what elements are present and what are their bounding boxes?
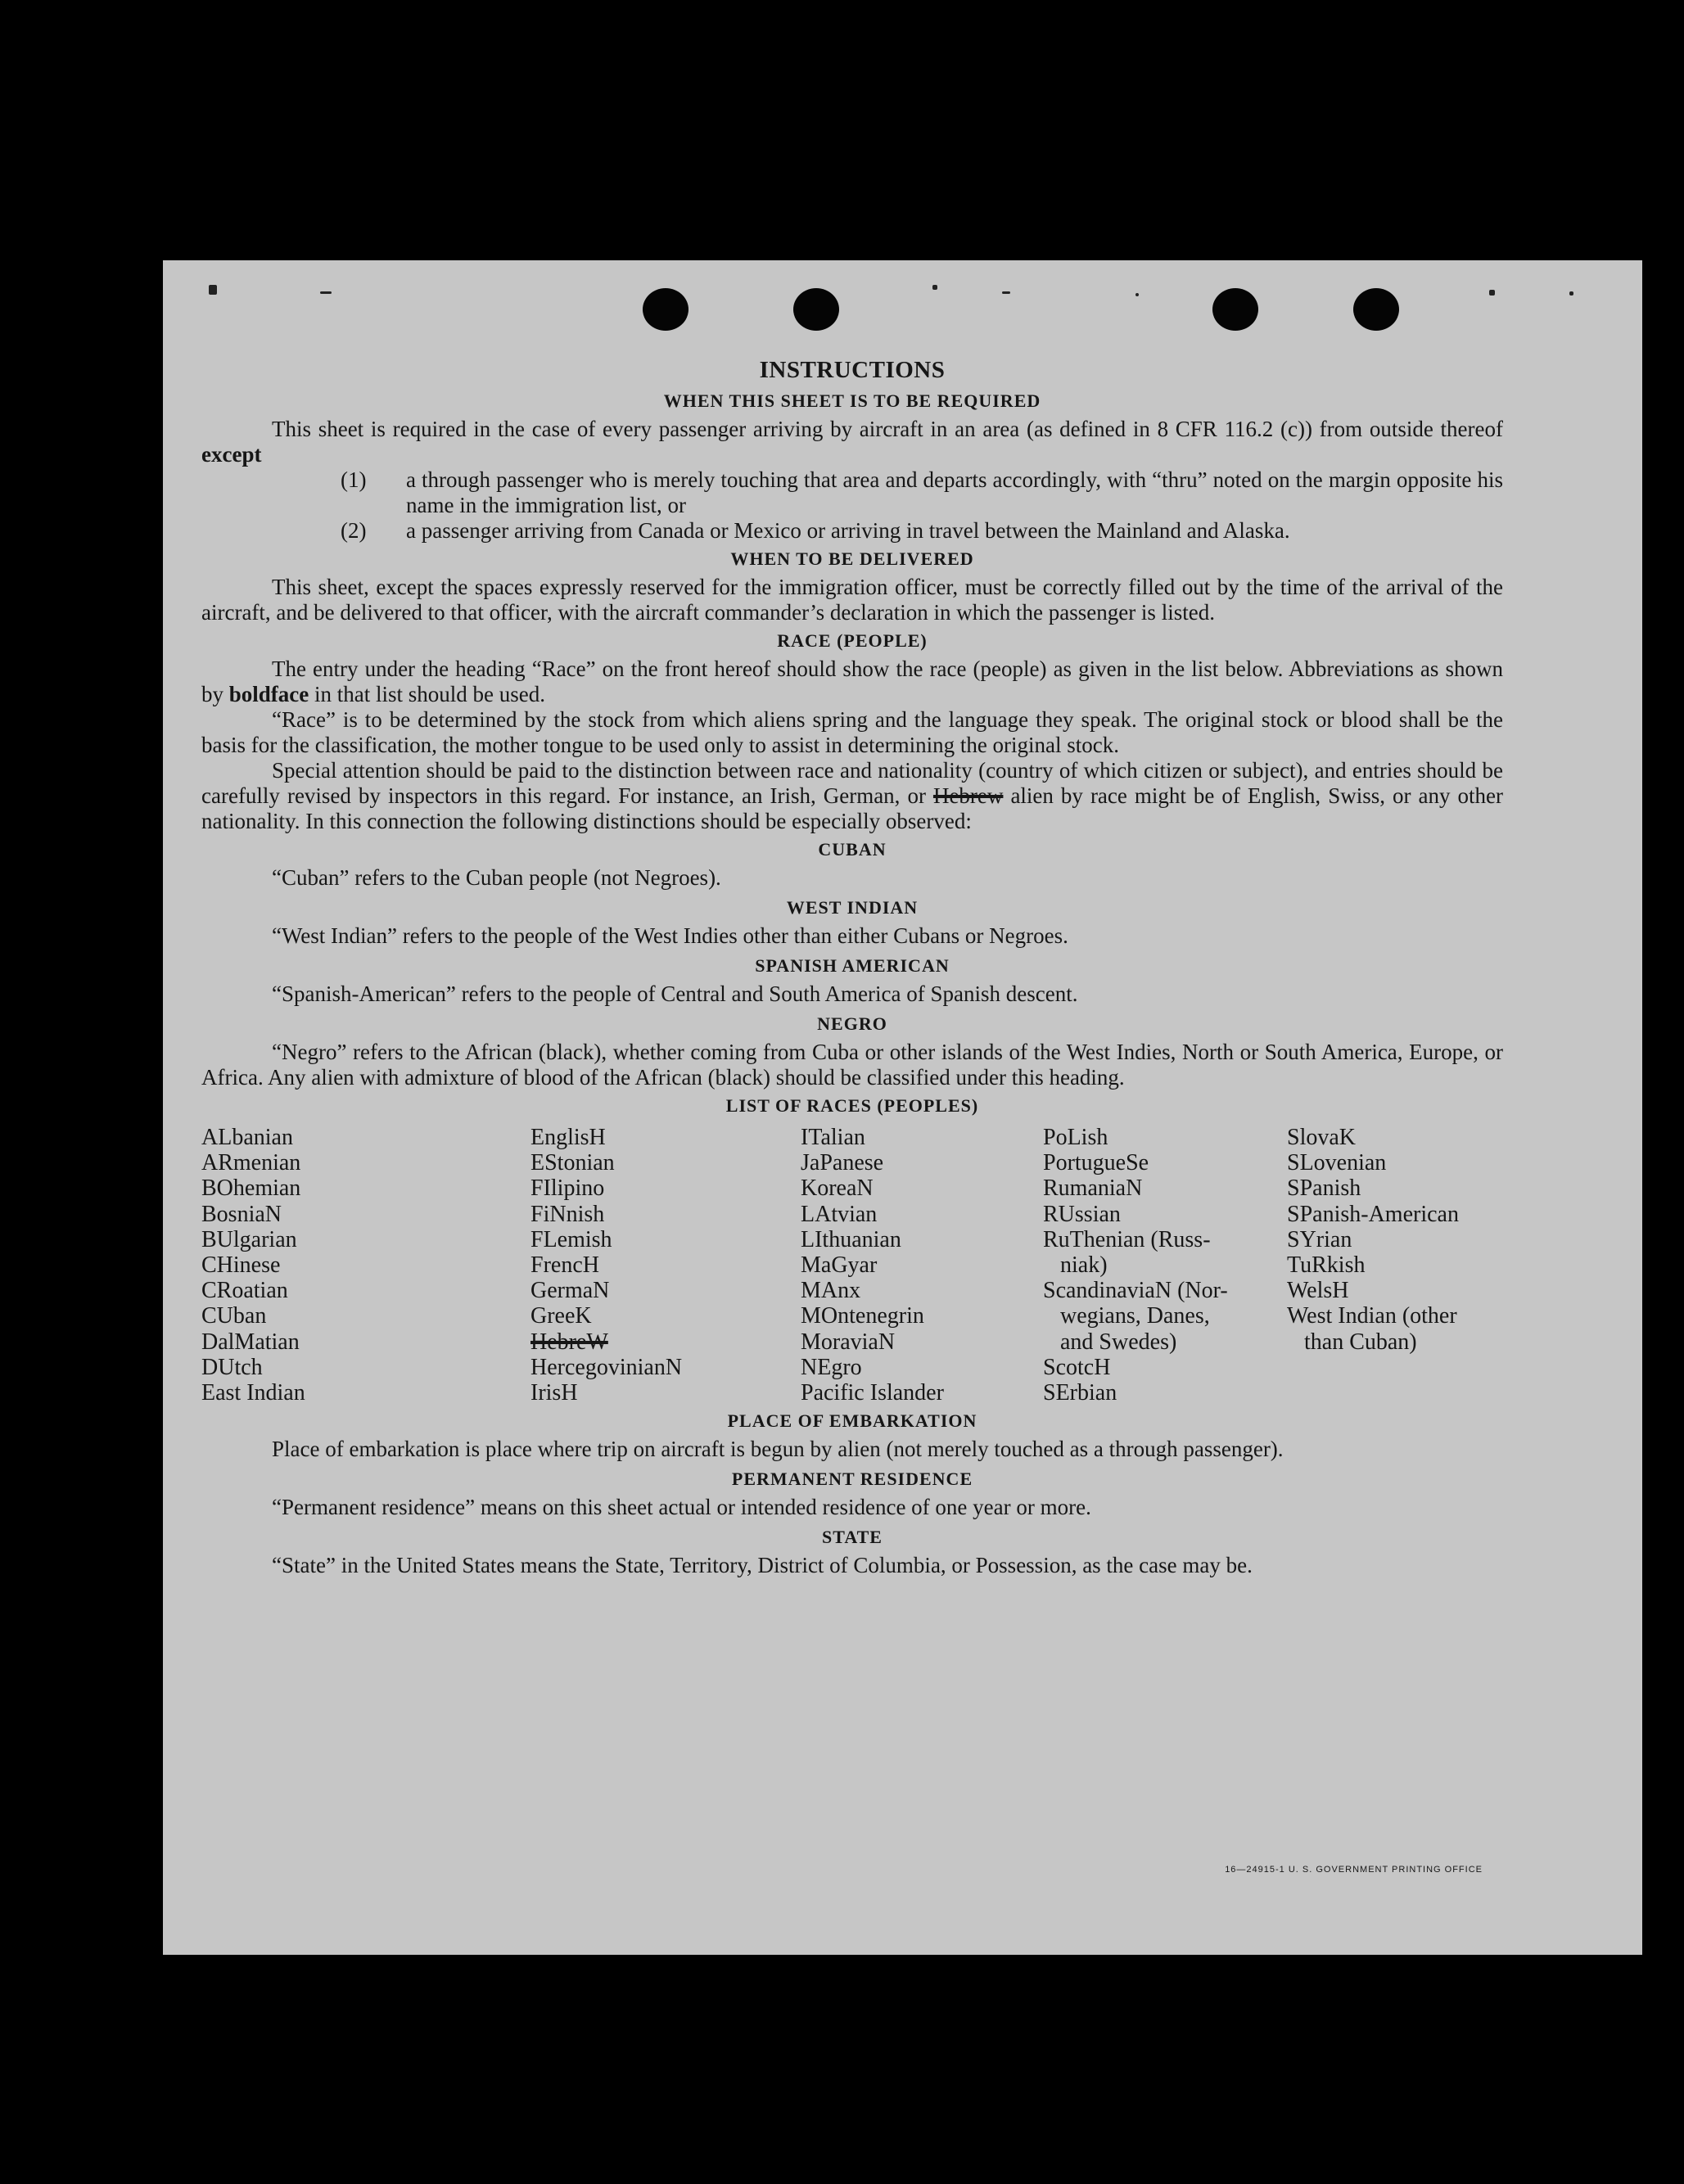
race-entry: RumaniaN xyxy=(1043,1175,1143,1202)
race-entry: SLovenian xyxy=(1287,1150,1387,1176)
race-entry: LIthuanian xyxy=(801,1226,901,1252)
margin-mark xyxy=(1135,293,1139,296)
heading-when-delivered: WHEN TO BE DELIVERED xyxy=(730,548,974,569)
race-entry: MaGyar xyxy=(801,1252,878,1279)
race-entry: FLemish xyxy=(530,1226,612,1252)
margin-mark xyxy=(209,285,217,295)
paragraph-race-2: “Race” is to be determined by the stock from which aliens spring and the language they speak. The original stock or blood shall be the basis for the classification, the mother tongue to be used only to assist in determining the original stock. xyxy=(201,707,1503,757)
race-entry: SlovaK xyxy=(1287,1125,1356,1150)
race-entry: BUlgarian xyxy=(201,1226,297,1252)
margin-mark xyxy=(932,285,937,290)
margin-mark xyxy=(1569,291,1573,296)
struck-text: Hebrew xyxy=(932,783,1004,808)
race-entry: CRoatian xyxy=(201,1278,288,1304)
race-entry: niak) xyxy=(1043,1252,1108,1279)
margin-mark xyxy=(320,291,332,294)
heading-west-indian: WEST INDIAN xyxy=(786,897,919,918)
paragraph-negro: “Negro” refers to the African (black), whether coming from Cuba or other islands of the West Indies, North or South America, Europe, or Africa. Any alien with admixture of blood of the African (black) should be classified under this heading. xyxy=(201,1040,1503,1090)
race-entry: SPanish-American xyxy=(1287,1201,1459,1227)
race-entry: Pacific Islander xyxy=(801,1380,944,1406)
race-entry: EStonian xyxy=(530,1150,615,1176)
text: in that list should be used. xyxy=(309,682,545,706)
race-entry: EnglisH xyxy=(530,1125,606,1150)
heading-embarkation: PLACE OF EMBARKATION xyxy=(727,1410,977,1432)
race-entry: HebreW xyxy=(530,1329,608,1355)
race-entry: LAtvian xyxy=(801,1201,878,1227)
race-entry: IrisH xyxy=(530,1380,578,1406)
sheet-content xyxy=(201,357,1503,1578)
race-entry: DalMatian xyxy=(201,1329,300,1355)
paragraph-when-required xyxy=(201,417,1503,467)
race-entry: CHinese xyxy=(201,1252,281,1279)
race-entry: ARmenian xyxy=(201,1150,301,1176)
text: Special attention should be paid to the distinction between race and nationality (country of which citizen or subject), and entries should be carefully revised by inspectors in this regard. For instance, an Irish, German, or xyxy=(201,758,1503,808)
margin-mark xyxy=(1002,291,1010,294)
race-entry: FIlipino xyxy=(530,1175,605,1202)
race-column xyxy=(530,1125,801,1406)
paragraph-permanent-residence: “Permanent residence” means on this sheet actual or intended residence of one year or more. xyxy=(272,1495,1091,1520)
paragraph-embarkation: Place of embarkation is place where trip on aircraft is begun by alien (not merely touched as a through passenger). xyxy=(272,1437,1284,1462)
race-entry: ALbanian xyxy=(201,1125,293,1150)
race-entry: West Indian (other xyxy=(1287,1303,1457,1329)
race-entry: KoreaN xyxy=(801,1175,874,1202)
race-entry: BOhemian xyxy=(201,1175,301,1202)
race-entry: than Cuban) xyxy=(1287,1329,1417,1355)
race-entry: ITalian xyxy=(801,1125,865,1150)
instruction-sheet xyxy=(163,260,1642,1955)
bold-text: boldface xyxy=(228,682,309,706)
race-entry: GreeK xyxy=(530,1303,592,1329)
race-entry: FiNnish xyxy=(530,1201,605,1227)
item-text: a passenger arriving from Canada or Mexico or arriving in travel between the Mainland and Alaska. xyxy=(406,518,1290,543)
heading-race: RACE (PEOPLE) xyxy=(777,630,928,651)
item-number: (2) xyxy=(341,518,367,543)
paragraph-race-3 xyxy=(201,758,1503,834)
text: The entry under the heading “Race” on the front hereof should show the race (people) as given in the list below. Abbreviations as shown by xyxy=(201,657,1503,706)
paragraph-west-indian: “West Indian” refers to the people of the West Indies other than either Cubans or Negroes. xyxy=(272,923,1068,948)
race-entry: JaPanese xyxy=(801,1150,884,1176)
heading-state: STATE xyxy=(822,1527,883,1548)
race-entry: FrencH xyxy=(530,1252,599,1279)
race-column xyxy=(1287,1125,1501,1406)
race-entry: ScandinaviaN (Nor- xyxy=(1043,1278,1228,1304)
race-entry: TuRkish xyxy=(1287,1252,1366,1279)
heading-list-of-races: LIST OF RACES (PEOPLES) xyxy=(725,1095,979,1116)
race-entry: NEgro xyxy=(801,1354,862,1380)
race-column xyxy=(801,1125,1043,1406)
race-entry: MAnx xyxy=(801,1278,861,1304)
race-entry: BosniaN xyxy=(201,1201,282,1227)
race-entry: SPanish xyxy=(1287,1175,1361,1202)
item-text: a through passenger who is merely touching that area and departs accordingly, with “thru” noted on the margin opposite his name in the immigration list, or xyxy=(406,467,1503,517)
punch-hole-3 xyxy=(1212,288,1258,331)
paragraph-spanish-american: “Spanish-American” refers to the people of Central and South America of Spanish descent. xyxy=(272,981,1078,1006)
punch-hole-2 xyxy=(793,288,839,331)
race-entry: SYrian xyxy=(1287,1226,1352,1252)
race-entry: wegians, Danes, xyxy=(1043,1303,1210,1329)
margin-mark xyxy=(1489,290,1495,296)
race-entry: PortugueSe xyxy=(1043,1150,1149,1176)
race-entry: RuThenian (Russ- xyxy=(1043,1226,1211,1252)
race-column xyxy=(201,1125,530,1406)
item-number: (1) xyxy=(341,467,367,492)
text: alien by race might be of English, Swiss, or any other nationality. In this connection the following distinctions should be especially observed: xyxy=(201,783,1503,833)
heading-permanent-residence: PERMANENT RESIDENCE xyxy=(731,1469,973,1490)
race-entry: SErbian xyxy=(1043,1380,1117,1406)
paragraph-state: “State” in the United States means the State, Territory, District of Columbia, or Possession, as the case may be. xyxy=(272,1553,1253,1578)
race-entry: HercegovinianN xyxy=(530,1354,683,1380)
paragraph-when-delivered: This sheet, except the spaces expressly reserved for the immigration officer, must be correctly filled out by the time of the arrival of the aircraft, and be delivered to that officer, with the aircraft commander’s declaration in which the passenger is listed. xyxy=(201,575,1503,625)
race-entry: ScotcH xyxy=(1043,1354,1111,1380)
heading-cuban: CUBAN xyxy=(818,839,887,860)
race-entry: DUtch xyxy=(201,1354,263,1380)
heading-negro: NEGRO xyxy=(817,1013,887,1034)
race-entry: WelsH xyxy=(1287,1278,1349,1304)
race-entry: CUban xyxy=(201,1303,267,1329)
print-code: 16—24915-1 U. S. GOVERNMENT PRINTING OFFICE xyxy=(1225,1865,1483,1875)
text: This sheet is required in the case of every passenger arriving by aircraft in an area (as defined in 8 CFR 116.2 (c)) from outside thereof xyxy=(272,417,1503,441)
punch-hole-4 xyxy=(1353,288,1399,331)
race-list xyxy=(201,1125,1503,1406)
race-entry: MOntenegrin xyxy=(801,1303,924,1329)
race-entry: PoLish xyxy=(1043,1125,1108,1150)
page-title: INSTRUCTIONS xyxy=(759,357,946,383)
race-entry: East Indian xyxy=(201,1380,305,1406)
heading-spanish-american: SPANISH AMERICAN xyxy=(755,955,950,976)
bold-text: except xyxy=(201,442,262,467)
race-entry: GermaN xyxy=(530,1278,610,1304)
exception-item-1 xyxy=(341,467,1503,518)
paragraph-race-1 xyxy=(201,657,1503,707)
race-entry: and Swedes) xyxy=(1043,1329,1177,1355)
race-column xyxy=(1043,1125,1287,1406)
paragraph-cuban: “Cuban” refers to the Cuban people (not Negroes). xyxy=(272,865,721,890)
punch-hole-1 xyxy=(643,288,688,331)
heading-when-required: WHEN THIS SHEET IS TO BE REQUIRED xyxy=(663,390,1041,411)
race-entry: RUssian xyxy=(1043,1201,1121,1227)
race-entry: MoraviaN xyxy=(801,1329,896,1355)
exception-item-2 xyxy=(341,518,1503,544)
